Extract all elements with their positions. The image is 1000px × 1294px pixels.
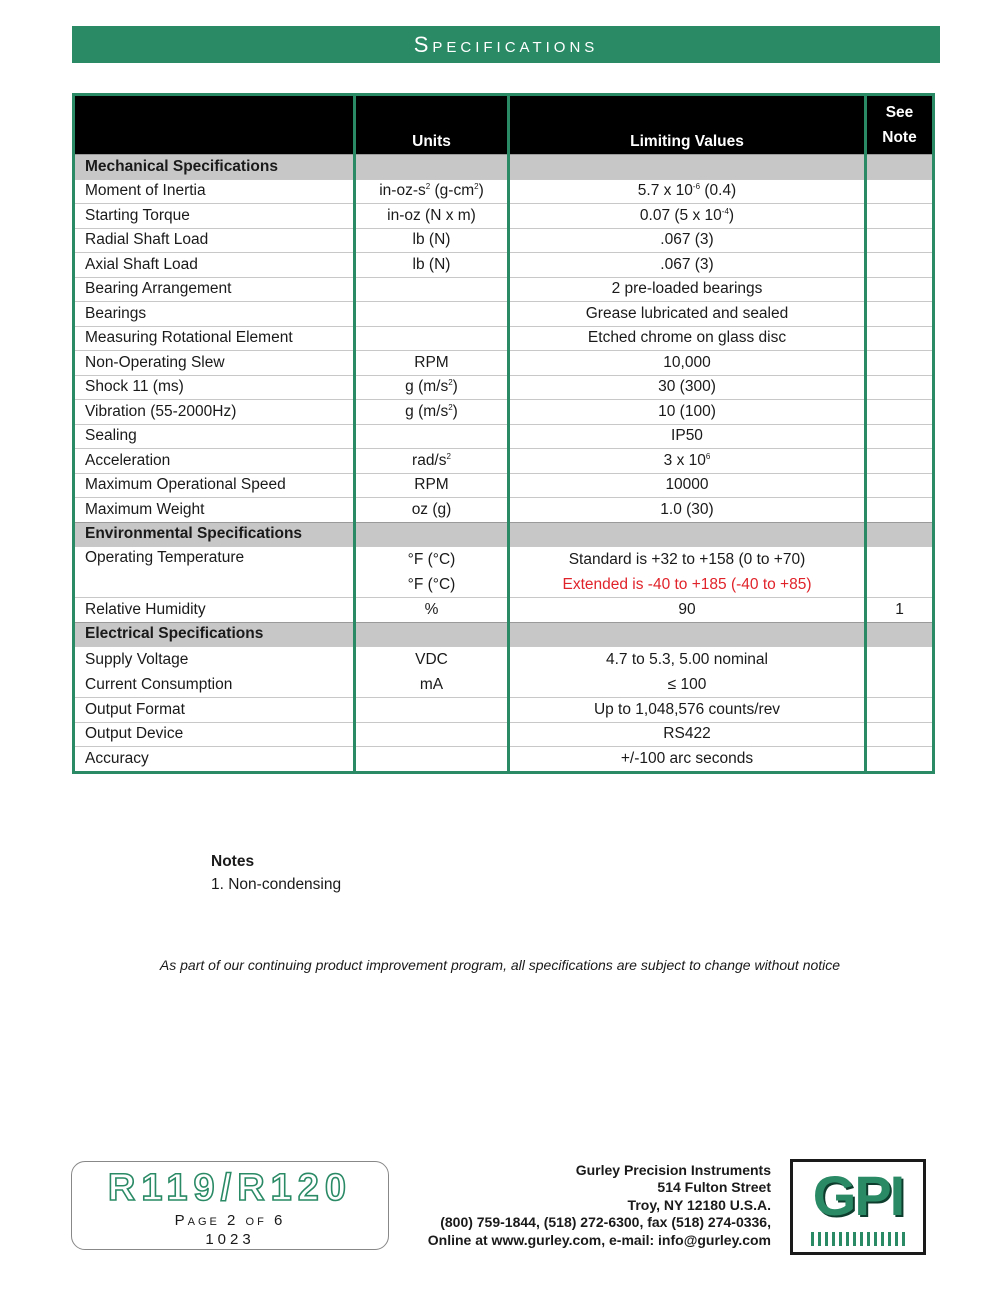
spec-note — [866, 228, 934, 253]
spec-name: Bearings — [74, 302, 355, 327]
table-row — [74, 647, 934, 698]
extended-range-text: Extended is -40 to +185 (-40 to +85) — [562, 576, 812, 593]
spec-limit: IP50 — [509, 424, 866, 449]
table-row — [74, 473, 934, 498]
table-row — [74, 698, 934, 723]
spec-limit: 90 — [509, 598, 866, 623]
city-address: Troy, NY 12180 U.S.A. — [627, 1196, 771, 1213]
spec-limit: Up to 1,048,576 counts/rev — [509, 698, 866, 723]
section-title: Electrical Specifications — [74, 622, 355, 647]
spec-note — [866, 498, 934, 523]
table-header-row — [74, 95, 934, 155]
section-row-environmental — [74, 522, 934, 547]
spec-units — [355, 302, 509, 327]
spec-note — [866, 351, 934, 376]
spec-note — [866, 647, 934, 698]
table-row — [74, 722, 934, 747]
spec-name: Supply Voltage Current Consumption — [74, 647, 355, 698]
spec-note — [866, 698, 934, 723]
company-address — [428, 1162, 771, 1249]
header-limiting-values: Limiting Values — [509, 95, 866, 155]
section-row-mechanical — [74, 155, 934, 180]
table-row — [74, 179, 934, 204]
page-number: Page 2 of 6 — [174, 1212, 286, 1229]
spec-units: lb (N) — [355, 228, 509, 253]
spec-note — [866, 375, 934, 400]
spec-name: Output Format — [74, 698, 355, 723]
spec-note — [866, 473, 934, 498]
spec-name: Maximum Operational Speed — [74, 473, 355, 498]
spec-limit: Grease lubricated and sealed — [509, 302, 866, 327]
table-row — [74, 351, 934, 376]
spec-limit: +/-100 arc seconds — [509, 747, 866, 773]
table-row — [74, 498, 934, 523]
spec-note — [866, 424, 934, 449]
model-number: R119/R120 — [107, 1167, 353, 1209]
banner-title: Specifications — [413, 31, 599, 57]
gpi-logo — [790, 1159, 926, 1255]
spec-limit: Standard is +32 to +158 (0 to +70) Extended is -40 to +185 (-40 to +85) — [509, 547, 866, 598]
logo-text: GPI — [812, 1164, 904, 1227]
spec-name: Shock 11 (ms) — [74, 375, 355, 400]
spec-note — [866, 722, 934, 747]
spec-units: $in-oz-s^2$ $(g-cm^2)$ — [355, 179, 509, 204]
header-units: Units — [355, 95, 509, 155]
spec-limit: 10,000 — [509, 351, 866, 376]
table-row — [74, 228, 934, 253]
spec-units — [355, 277, 509, 302]
spec-units: g $(m/s^2)$ — [355, 375, 509, 400]
company-name: Gurley Precision Instruments — [575, 1162, 771, 1178]
spec-note — [866, 449, 934, 474]
section-title: Mechanical Specifications — [74, 155, 355, 180]
date-code: 1023 — [205, 1231, 255, 1248]
spec-limit: 1.0 (30) — [509, 498, 866, 523]
spec-limit: 5.7 x $10^{-6}$ (0.4) — [509, 179, 866, 204]
spec-limit: 10000 — [509, 473, 866, 498]
table-row — [74, 547, 934, 598]
table-row — [74, 326, 934, 351]
spec-note — [866, 326, 934, 351]
spec-limit: 10 (100) — [509, 400, 866, 425]
spec-name: Acceleration — [74, 449, 355, 474]
section-title: Environmental Specifications — [74, 522, 355, 547]
table-row — [74, 747, 934, 773]
spec-name: Sealing — [74, 424, 355, 449]
spec-units — [355, 326, 509, 351]
online-contact: Online at www.gurley.com, e-mail: info@gurley.com — [427, 1231, 771, 1248]
spec-name: Accuracy — [74, 747, 355, 773]
header-see: See — [885, 104, 914, 121]
spec-limit: .067 (3) — [509, 228, 866, 253]
spec-units — [355, 698, 509, 723]
spec-units: % — [355, 598, 509, 623]
spec-limit: 30 (300) — [509, 375, 866, 400]
spec-name: Output Device — [74, 722, 355, 747]
spec-name: Operating Temperature — [74, 547, 355, 598]
model-box — [71, 1161, 389, 1250]
spec-units — [355, 424, 509, 449]
notes-title: Notes — [211, 853, 255, 870]
table-row — [74, 400, 934, 425]
spec-note — [866, 302, 934, 327]
header-name — [74, 95, 355, 155]
street-address: 514 Fulton Street — [657, 1179, 771, 1196]
spec-name: Maximum Weight — [74, 498, 355, 523]
table-row — [74, 598, 934, 623]
page-banner — [72, 26, 940, 63]
specifications-table — [72, 93, 935, 774]
spec-units: oz (g) — [355, 498, 509, 523]
spec-name: Relative Humidity — [74, 598, 355, 623]
spec-units: lb (N) — [355, 253, 509, 278]
notes-block — [211, 850, 341, 896]
spec-units: RPM — [355, 351, 509, 376]
phone-fax: (800) 759-1844, (518) 272-6300, fax (518) 274-0336, — [440, 1214, 771, 1231]
spec-note — [866, 277, 934, 302]
table-row — [74, 277, 934, 302]
spec-note — [866, 204, 934, 229]
table-row — [74, 424, 934, 449]
spec-name: Non-Operating Slew — [74, 351, 355, 376]
spec-limit: RS422 — [509, 722, 866, 747]
section-row-electrical — [74, 622, 934, 647]
table-row — [74, 204, 934, 229]
table-row — [74, 302, 934, 327]
spec-note — [866, 400, 934, 425]
spec-limit: 3 x $10^6$ — [509, 449, 866, 474]
spec-name: Bearing Arrangement — [74, 277, 355, 302]
table-row — [74, 449, 934, 474]
spec-name: Moment of Inertia — [74, 179, 355, 204]
spec-units: g $(m/s^2)$ — [355, 400, 509, 425]
spec-note — [866, 179, 934, 204]
logo-bars-graphic — [811, 1232, 907, 1246]
spec-note — [866, 747, 934, 773]
spec-note — [866, 547, 934, 598]
header-see-note — [866, 95, 934, 155]
disclaimer-text: As part of our continuing product improvement program, all specifications are subject to change without notice — [159, 957, 841, 973]
spec-limit: Etched chrome on glass disc — [509, 326, 866, 351]
spec-name: Axial Shaft Load — [74, 253, 355, 278]
spec-units — [355, 747, 509, 773]
spec-units: RPM — [355, 473, 509, 498]
table-row — [74, 375, 934, 400]
spec-limit: 4.7 to 5.3, 5.00 nominal ≤ 100 — [509, 647, 866, 698]
spec-note: 1 — [866, 598, 934, 623]
spec-units: °F (°C) °F (°C) — [355, 547, 509, 598]
spec-name: Radial Shaft Load — [74, 228, 355, 253]
spec-units: in-oz (N x m) — [355, 204, 509, 229]
note-item: 1. Non-condensing — [211, 876, 342, 893]
header-note: Note — [882, 129, 917, 146]
spec-limit: .067 (3) — [509, 253, 866, 278]
spec-name: Vibration (55-2000Hz) — [74, 400, 355, 425]
spec-note — [866, 253, 934, 278]
spec-name: Measuring Rotational Element — [74, 326, 355, 351]
spec-limit: 0.07 (5 x $10^{-4}$) — [509, 204, 866, 229]
spec-name: Starting Torque — [74, 204, 355, 229]
spec-units: rad/$s^2$ — [355, 449, 509, 474]
table-row — [74, 253, 934, 278]
spec-units: VDC mA — [355, 647, 509, 698]
spec-units — [355, 722, 509, 747]
spec-limit: 2 pre-loaded bearings — [509, 277, 866, 302]
